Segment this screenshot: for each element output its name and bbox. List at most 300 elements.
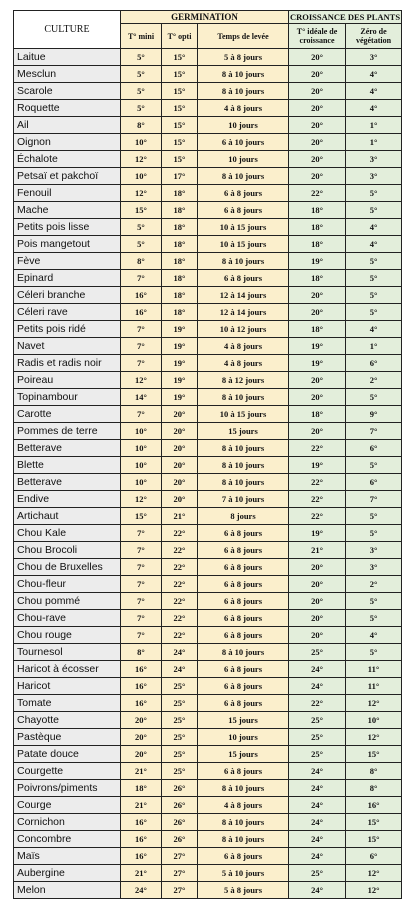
cell-zero-vegetation: 4°	[346, 627, 402, 644]
cell-t-opti: 20°	[162, 406, 198, 423]
cell-t-ideale: 20°	[289, 372, 346, 389]
cell-zero-vegetation: 2°	[346, 576, 402, 593]
cell-t-mini: 5°	[121, 236, 162, 253]
cell-zero-vegetation: 6°	[346, 355, 402, 372]
cell-zero-vegetation: 12°	[346, 865, 402, 882]
table-row	[14, 865, 402, 882]
cell-t-opti: 22°	[162, 627, 198, 644]
cell-zero-vegetation: 6°	[346, 848, 402, 865]
table-row	[14, 270, 402, 287]
cell-culture: Haricot	[14, 678, 121, 695]
cell-t-opti: 22°	[162, 610, 198, 627]
cell-t-ideale: 19°	[289, 253, 346, 270]
cell-culture: Chou Kale	[14, 525, 121, 542]
cell-t-opti: 25°	[162, 729, 198, 746]
cell-zero-vegetation: 5°	[346, 610, 402, 627]
cell-t-mini: 12°	[121, 372, 162, 389]
cell-culture: Courgette	[14, 763, 121, 780]
table-row	[14, 134, 402, 151]
cell-zero-vegetation: 16°	[346, 797, 402, 814]
cell-culture: Patate douce	[14, 746, 121, 763]
cell-t-opti: 22°	[162, 559, 198, 576]
cell-culture: Poireau	[14, 372, 121, 389]
cell-t-opti: 19°	[162, 355, 198, 372]
header-t-ideale-line2: croissance	[299, 36, 335, 45]
cell-t-ideale: 18°	[289, 270, 346, 287]
cell-culture: Cornichon	[14, 814, 121, 831]
cell-zero-vegetation: 5°	[346, 185, 402, 202]
header-culture: CULTURE	[14, 11, 121, 49]
cell-culture: Blette	[14, 457, 121, 474]
cell-zero-vegetation: 15°	[346, 814, 402, 831]
cell-temps-levee: 6 à 8 jours	[198, 542, 289, 559]
table-row	[14, 491, 402, 508]
cell-zero-vegetation: 12°	[346, 882, 402, 899]
cell-t-mini: 7°	[121, 610, 162, 627]
cell-t-ideale: 18°	[289, 321, 346, 338]
cell-t-ideale: 20°	[289, 423, 346, 440]
cell-t-mini: 8°	[121, 644, 162, 661]
cell-t-ideale: 22°	[289, 185, 346, 202]
cell-t-ideale: 24°	[289, 763, 346, 780]
cell-temps-levee: 4 à 8 jours	[198, 355, 289, 372]
cell-culture: Fenouil	[14, 185, 121, 202]
cell-t-mini: 12°	[121, 185, 162, 202]
cell-temps-levee: 8 à 12 jours	[198, 372, 289, 389]
cell-t-ideale: 20°	[289, 168, 346, 185]
cell-temps-levee: 10 à 15 jours	[198, 236, 289, 253]
table-row	[14, 661, 402, 678]
cell-culture: Chou-fleur	[14, 576, 121, 593]
cell-t-mini: 7°	[121, 270, 162, 287]
cell-culture: Roquette	[14, 100, 121, 117]
cell-zero-vegetation: 9°	[346, 406, 402, 423]
culture-table	[13, 10, 402, 899]
table-row	[14, 49, 402, 66]
cell-t-mini: 8°	[121, 117, 162, 134]
table-row	[14, 559, 402, 576]
cell-zero-vegetation: 8°	[346, 763, 402, 780]
cell-t-ideale: 24°	[289, 661, 346, 678]
table-row	[14, 168, 402, 185]
cell-culture: Petsaï et pakchoï	[14, 168, 121, 185]
table-row	[14, 423, 402, 440]
cell-culture: Betterave	[14, 474, 121, 491]
cell-zero-vegetation: 5°	[346, 304, 402, 321]
cell-temps-levee: 8 à 10 jours	[198, 389, 289, 406]
cell-temps-levee: 15 jours	[198, 746, 289, 763]
cell-t-opti: 27°	[162, 882, 198, 899]
cell-culture: Maïs	[14, 848, 121, 865]
cell-zero-vegetation: 12°	[346, 729, 402, 746]
cell-zero-vegetation: 3°	[346, 151, 402, 168]
header-t-mini: T° mini	[121, 24, 162, 49]
cell-temps-levee: 10 jours	[198, 729, 289, 746]
cell-temps-levee: 10 jours	[198, 151, 289, 168]
cell-t-mini: 5°	[121, 83, 162, 100]
cell-t-mini: 7°	[121, 627, 162, 644]
cell-t-ideale: 20°	[289, 389, 346, 406]
cell-t-opti: 22°	[162, 542, 198, 559]
cell-t-opti: 18°	[162, 304, 198, 321]
table-row	[14, 287, 402, 304]
cell-temps-levee: 8 à 10 jours	[198, 474, 289, 491]
table-row	[14, 593, 402, 610]
cell-zero-vegetation: 11°	[346, 661, 402, 678]
cell-culture: Petits pois ridé	[14, 321, 121, 338]
cell-culture: Oignon	[14, 134, 121, 151]
cell-culture: Epinard	[14, 270, 121, 287]
cell-t-ideale: 20°	[289, 287, 346, 304]
cell-t-opti: 20°	[162, 491, 198, 508]
cell-t-opti: 15°	[162, 83, 198, 100]
cell-t-opti: 20°	[162, 423, 198, 440]
cell-culture: Carotte	[14, 406, 121, 423]
cell-culture: Ail	[14, 117, 121, 134]
cell-temps-levee: 6 à 8 jours	[198, 525, 289, 542]
cell-t-mini: 21°	[121, 763, 162, 780]
cell-temps-levee: 10 jours	[198, 117, 289, 134]
cell-zero-vegetation: 5°	[346, 389, 402, 406]
cell-temps-levee: 10 à 15 jours	[198, 219, 289, 236]
cell-zero-vegetation: 11°	[346, 678, 402, 695]
cell-t-opti: 27°	[162, 848, 198, 865]
table-row	[14, 321, 402, 338]
cell-t-ideale: 20°	[289, 627, 346, 644]
header-croissance: CROISSANCE DES PLANTS	[289, 12, 401, 22]
header-zero-line1: Zéro de	[360, 27, 387, 36]
table-row	[14, 219, 402, 236]
cell-t-mini: 20°	[121, 712, 162, 729]
cell-zero-vegetation: 4°	[346, 100, 402, 117]
table-row	[14, 202, 402, 219]
cell-t-mini: 8°	[121, 253, 162, 270]
cell-temps-levee: 8 à 10 jours	[198, 457, 289, 474]
cell-t-mini: 14°	[121, 389, 162, 406]
table-row	[14, 151, 402, 168]
header-zero-vegetation	[346, 24, 402, 49]
cell-t-mini: 10°	[121, 457, 162, 474]
cell-t-opti: 25°	[162, 695, 198, 712]
cell-t-opti: 22°	[162, 525, 198, 542]
cell-zero-vegetation: 5°	[346, 593, 402, 610]
cell-zero-vegetation: 5°	[346, 202, 402, 219]
table-row	[14, 474, 402, 491]
cell-temps-levee: 8 jours	[198, 508, 289, 525]
cell-t-opti: 19°	[162, 321, 198, 338]
table-row	[14, 372, 402, 389]
header-zero-line2: végétation	[355, 36, 392, 45]
table-row	[14, 236, 402, 253]
cell-culture: Pastèque	[14, 729, 121, 746]
cell-temps-levee: 6 à 8 jours	[198, 576, 289, 593]
cell-t-ideale: 20°	[289, 49, 346, 66]
cell-t-opti: 22°	[162, 576, 198, 593]
cell-temps-levee: 6 à 8 jours	[198, 678, 289, 695]
cell-t-ideale: 20°	[289, 576, 346, 593]
cell-t-mini: 10°	[121, 134, 162, 151]
cell-t-ideale: 24°	[289, 831, 346, 848]
cell-zero-vegetation: 1°	[346, 338, 402, 355]
cell-t-opti: 17°	[162, 168, 198, 185]
cell-temps-levee: 8 à 10 jours	[198, 780, 289, 797]
table-row	[14, 440, 402, 457]
cell-zero-vegetation: 7°	[346, 423, 402, 440]
table-row	[14, 678, 402, 695]
cell-culture: Aubergine	[14, 865, 121, 882]
cell-t-mini: 15°	[121, 508, 162, 525]
cell-t-mini: 16°	[121, 814, 162, 831]
cell-culture: Chou de Bruxelles	[14, 559, 121, 576]
cell-t-mini: 16°	[121, 848, 162, 865]
cell-t-mini: 16°	[121, 678, 162, 695]
cell-zero-vegetation: 4°	[346, 236, 402, 253]
table-row	[14, 746, 402, 763]
cell-culture: Navet	[14, 338, 121, 355]
cell-culture: Chou Brocoli	[14, 542, 121, 559]
cell-t-opti: 27°	[162, 865, 198, 882]
cell-t-ideale: 20°	[289, 66, 346, 83]
table-row	[14, 457, 402, 474]
cell-t-opti: 18°	[162, 270, 198, 287]
table-row	[14, 695, 402, 712]
cell-zero-vegetation: 3°	[346, 49, 402, 66]
cell-t-opti: 18°	[162, 202, 198, 219]
cell-t-mini: 16°	[121, 304, 162, 321]
cell-t-ideale: 25°	[289, 865, 346, 882]
cell-t-opti: 20°	[162, 440, 198, 457]
cell-t-mini: 16°	[121, 661, 162, 678]
cell-t-ideale: 19°	[289, 525, 346, 542]
cell-zero-vegetation: 4°	[346, 219, 402, 236]
cell-t-ideale: 20°	[289, 610, 346, 627]
cell-temps-levee: 6 à 8 jours	[198, 610, 289, 627]
cell-temps-levee: 8 à 10 jours	[198, 66, 289, 83]
cell-culture: Topinambour	[14, 389, 121, 406]
cell-temps-levee: 10 à 15 jours	[198, 406, 289, 423]
cell-t-opti: 15°	[162, 66, 198, 83]
cell-zero-vegetation: 5°	[346, 525, 402, 542]
cell-t-ideale: 19°	[289, 355, 346, 372]
cell-t-ideale: 24°	[289, 814, 346, 831]
table-row	[14, 814, 402, 831]
table-row	[14, 763, 402, 780]
cell-t-mini: 21°	[121, 797, 162, 814]
cell-culture: Melon	[14, 882, 121, 899]
table-row	[14, 389, 402, 406]
cell-culture: Pommes de terre	[14, 423, 121, 440]
cell-zero-vegetation: 1°	[346, 117, 402, 134]
cell-temps-levee: 4 à 8 jours	[198, 338, 289, 355]
table-row	[14, 831, 402, 848]
table-row	[14, 848, 402, 865]
cell-t-mini: 16°	[121, 287, 162, 304]
cell-t-opti: 20°	[162, 457, 198, 474]
cell-t-mini: 7°	[121, 593, 162, 610]
table-row	[14, 780, 402, 797]
cell-t-ideale: 21°	[289, 542, 346, 559]
header-t-ideale-line1: T° idéale de	[296, 27, 338, 36]
cell-t-opti: 21°	[162, 508, 198, 525]
cell-t-opti: 18°	[162, 287, 198, 304]
cell-t-mini: 7°	[121, 355, 162, 372]
cell-t-mini: 20°	[121, 729, 162, 746]
cell-temps-levee: 8 à 10 jours	[198, 253, 289, 270]
cell-temps-levee: 4 à 8 jours	[198, 100, 289, 117]
cell-t-mini: 16°	[121, 695, 162, 712]
cell-t-mini: 7°	[121, 406, 162, 423]
table-row	[14, 117, 402, 134]
cell-temps-levee: 6 à 8 jours	[198, 695, 289, 712]
cell-t-ideale: 20°	[289, 134, 346, 151]
cell-temps-levee: 6 à 8 jours	[198, 559, 289, 576]
cell-t-ideale: 18°	[289, 406, 346, 423]
table-row	[14, 729, 402, 746]
culture-table-container	[13, 10, 402, 899]
cell-temps-levee: 4 à 8 jours	[198, 797, 289, 814]
cell-culture: Chou rouge	[14, 627, 121, 644]
cell-zero-vegetation: 3°	[346, 559, 402, 576]
cell-t-opti: 15°	[162, 151, 198, 168]
cell-t-mini: 15°	[121, 202, 162, 219]
cell-t-opti: 26°	[162, 780, 198, 797]
cell-temps-levee: 6 à 8 jours	[198, 270, 289, 287]
cell-t-opti: 25°	[162, 678, 198, 695]
cell-t-ideale: 18°	[289, 236, 346, 253]
cell-t-opti: 18°	[162, 236, 198, 253]
cell-t-opti: 19°	[162, 338, 198, 355]
cell-t-ideale: 20°	[289, 117, 346, 134]
cell-t-opti: 15°	[162, 49, 198, 66]
cell-t-ideale: 20°	[289, 304, 346, 321]
table-row	[14, 644, 402, 661]
table-row	[14, 576, 402, 593]
table-row	[14, 882, 402, 899]
cell-t-opti: 18°	[162, 185, 198, 202]
cell-temps-levee: 6 à 8 jours	[198, 202, 289, 219]
cell-t-ideale: 25°	[289, 729, 346, 746]
cell-culture: Poivrons/piments	[14, 780, 121, 797]
cell-temps-levee: 6 à 8 jours	[198, 763, 289, 780]
table-row	[14, 610, 402, 627]
cell-t-opti: 15°	[162, 100, 198, 117]
cell-t-ideale: 24°	[289, 678, 346, 695]
header-t-ideale	[289, 24, 346, 49]
cell-zero-vegetation: 3°	[346, 542, 402, 559]
cell-t-ideale: 24°	[289, 848, 346, 865]
cell-culture: Céleri rave	[14, 304, 121, 321]
cell-t-opti: 22°	[162, 593, 198, 610]
cell-zero-vegetation: 8°	[346, 780, 402, 797]
table-row	[14, 66, 402, 83]
cell-t-opti: 26°	[162, 831, 198, 848]
cell-zero-vegetation: 5°	[346, 644, 402, 661]
table-row	[14, 185, 402, 202]
cell-temps-levee: 5 à 8 jours	[198, 882, 289, 899]
cell-culture: Chou-rave	[14, 610, 121, 627]
cell-culture: Mesclun	[14, 66, 121, 83]
cell-zero-vegetation: 4°	[346, 83, 402, 100]
cell-t-opti: 25°	[162, 712, 198, 729]
cell-zero-vegetation: 15°	[346, 746, 402, 763]
cell-t-ideale: 20°	[289, 151, 346, 168]
cell-t-opti: 18°	[162, 253, 198, 270]
table-row	[14, 627, 402, 644]
cell-culture: Mache	[14, 202, 121, 219]
cell-temps-levee: 15 jours	[198, 712, 289, 729]
cell-t-ideale: 20°	[289, 83, 346, 100]
cell-t-ideale: 19°	[289, 457, 346, 474]
table-row	[14, 525, 402, 542]
cell-t-mini: 16°	[121, 831, 162, 848]
cell-t-mini: 7°	[121, 542, 162, 559]
cell-t-opti: 24°	[162, 644, 198, 661]
cell-t-ideale: 22°	[289, 491, 346, 508]
cell-zero-vegetation: 7°	[346, 491, 402, 508]
cell-temps-levee: 6 à 10 jours	[198, 134, 289, 151]
table-row	[14, 355, 402, 372]
cell-t-mini: 5°	[121, 219, 162, 236]
cell-t-mini: 10°	[121, 474, 162, 491]
cell-temps-levee: 8 à 10 jours	[198, 83, 289, 100]
cell-culture: Chou pommé	[14, 593, 121, 610]
cell-zero-vegetation: 4°	[346, 66, 402, 83]
table-row	[14, 508, 402, 525]
cell-temps-levee: 8 à 10 jours	[198, 168, 289, 185]
cell-zero-vegetation: 5°	[346, 457, 402, 474]
table-row	[14, 253, 402, 270]
cell-t-opti: 19°	[162, 372, 198, 389]
table-row	[14, 712, 402, 729]
cell-t-opti: 18°	[162, 219, 198, 236]
cell-t-opti: 24°	[162, 661, 198, 678]
cell-temps-levee: 8 à 10 jours	[198, 831, 289, 848]
cell-t-mini: 7°	[121, 321, 162, 338]
cell-t-ideale: 25°	[289, 712, 346, 729]
cell-t-mini: 5°	[121, 66, 162, 83]
cell-culture: Radis et radis noir	[14, 355, 121, 372]
cell-t-mini: 7°	[121, 559, 162, 576]
header-t-opti: T° opti	[162, 24, 198, 49]
cell-zero-vegetation: 10°	[346, 712, 402, 729]
cell-temps-levee: 6 à 8 jours	[198, 627, 289, 644]
cell-zero-vegetation: 4°	[346, 321, 402, 338]
cell-zero-vegetation: 2°	[346, 372, 402, 389]
table-row	[14, 542, 402, 559]
cell-temps-levee: 12 à 14 jours	[198, 304, 289, 321]
cell-temps-levee: 6 à 8 jours	[198, 593, 289, 610]
cell-culture: Petits pois lisse	[14, 219, 121, 236]
cell-zero-vegetation: 6°	[346, 440, 402, 457]
cell-t-mini: 5°	[121, 49, 162, 66]
cell-culture: Betterave	[14, 440, 121, 457]
cell-zero-vegetation: 5°	[346, 253, 402, 270]
cell-t-mini: 5°	[121, 100, 162, 117]
cell-culture: Fève	[14, 253, 121, 270]
table-row	[14, 100, 402, 117]
cell-t-ideale: 19°	[289, 338, 346, 355]
cell-t-opti: 15°	[162, 134, 198, 151]
cell-culture: Céleri branche	[14, 287, 121, 304]
cell-t-ideale: 25°	[289, 746, 346, 763]
cell-t-mini: 10°	[121, 440, 162, 457]
cell-t-ideale: 18°	[289, 219, 346, 236]
cell-zero-vegetation: 6°	[346, 474, 402, 491]
cell-temps-levee: 12 à 14 jours	[198, 287, 289, 304]
cell-zero-vegetation: 15°	[346, 831, 402, 848]
cell-temps-levee: 8 à 10 jours	[198, 814, 289, 831]
cell-t-ideale: 24°	[289, 882, 346, 899]
